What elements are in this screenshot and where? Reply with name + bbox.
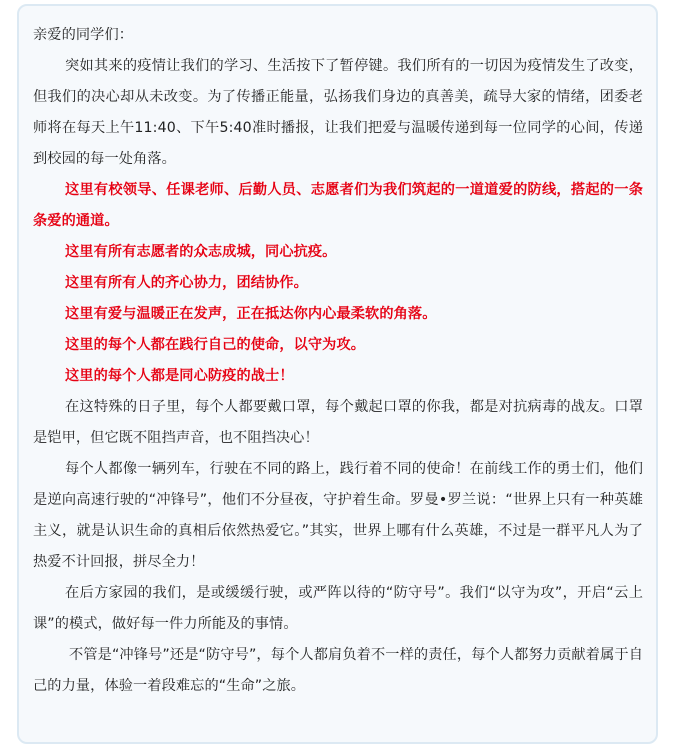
intro-paragraph: 突如其来的疫情让我们的学习、生活按下了暂停键。我们所有的一切因为疫情发生了改变，但我们的决心却从未改变。为了传播正能量，弘扬我们身边的真善美，疏导大家的情绪，团委老师将在每天上午11:40、下午5:40准时播报，让我们把爱与温暖传递到每一位同学的心间，传递到校园的每一处角落。 — [33, 58, 643, 167]
greeting: 亲爱的同学们： — [33, 27, 134, 43]
highlight-paragraph: 这里有所有志愿者的众志成城，同心抗疫。 — [65, 244, 337, 260]
highlight-paragraph: 这里的每个人都在践行自己的使命，以守为攻。 — [65, 337, 366, 353]
closing-paragraph: 不管是“冲锋号”还是“防守号”，每个人都肩负着不一样的责任，每个人都努力贡献着属于自己的力量，体验一着段难忘的“生命”之旅。 — [33, 647, 643, 694]
letter-body — [33, 20, 643, 702]
highlight-paragraph: 这里有爱与温暖正在发声，正在抵达你内心最柔软的角落。 — [65, 306, 437, 322]
highlight-paragraph: 这里有校领导、任课老师、后勤人员、志愿者们为我们筑起的一道道爱的防线，搭起的一条条爱的通道。 — [33, 182, 643, 229]
mask-paragraph: 在这特殊的日子里，每个人都要戴口罩，每个戴起口罩的你我，都是对抗病毒的战友。口罩是铠甲，但它既不阻挡声音，也不阻挡决心！ — [33, 399, 643, 446]
highlight-paragraph: 这里有所有人的齐心协力，团结协作。 — [65, 275, 308, 291]
highlight-paragraph: 这里的每个人都是同心防疫的战士！ — [65, 368, 294, 384]
train-paragraph: 每个人都像一辆列车，行驶在不同的路上，践行着不同的使命！在前线工作的勇士们，他们是逆向高速行驶的“冲锋号”，他们不分昼夜，守护着生命。罗曼•罗兰说：“世界上只有一种英雄主义，就是认识生命的真相后依然热爱它。”其实，世界上哪有什么英雄，不过是一群平凡人为了热爱不计回报，拼尽全力！ — [33, 461, 643, 570]
defense-paragraph: 在后方家园的我们，是或缓缓行驶，或严阵以待的“防守号”。我们“以守为攻”，开启“云上课”的模式，做好每一件力所能及的事情。 — [33, 585, 643, 632]
